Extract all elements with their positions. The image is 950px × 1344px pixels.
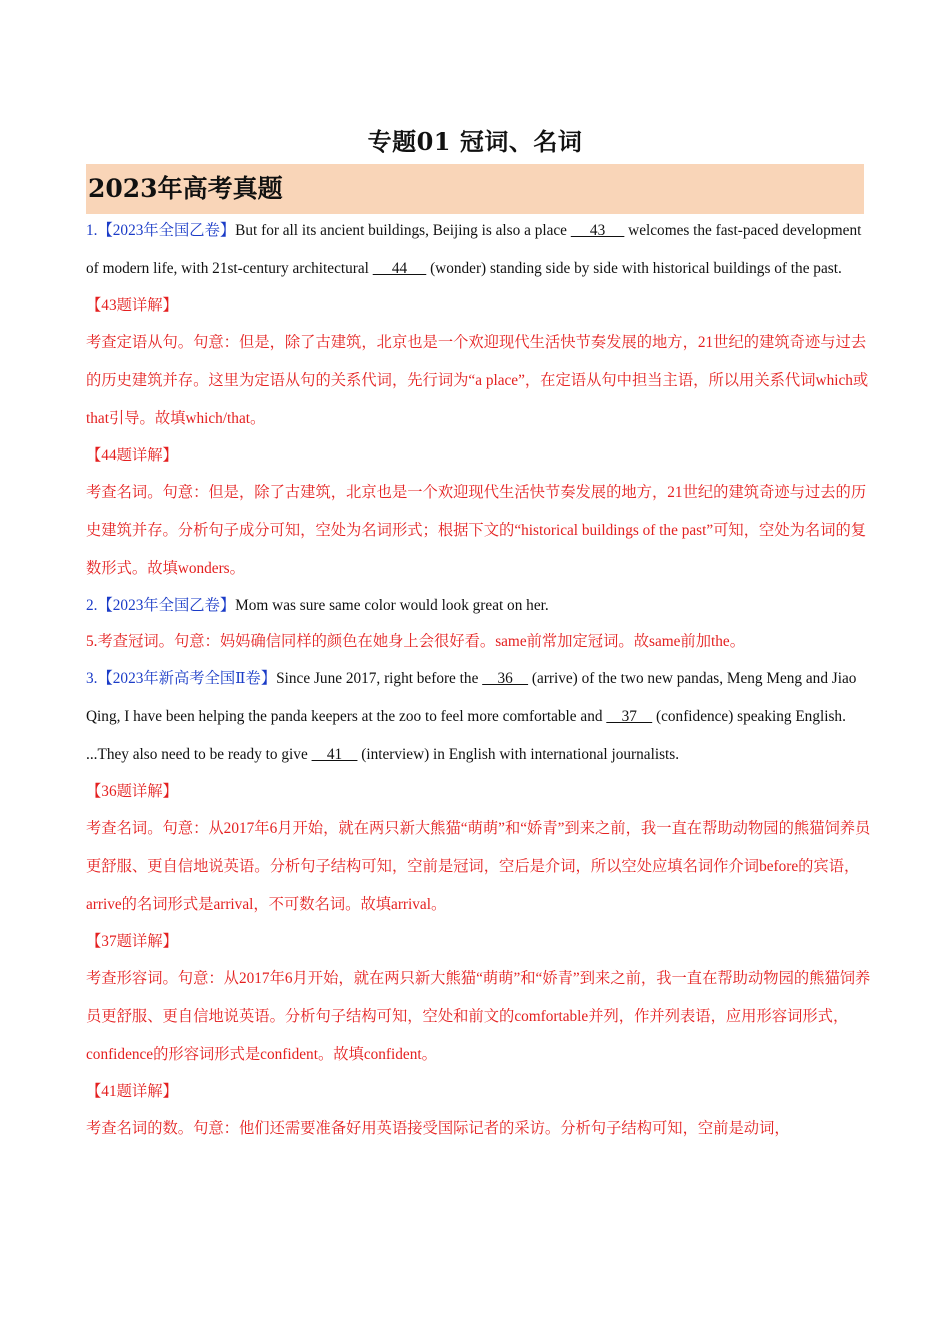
explanation-36: 考查名词。句意：从2017年6月开始，就在两只新大熊猫“萌萌”和“娇青”到来之前，我一直在帮助动物园的熊猫饲养员更舒服、更自信地说英语。分析句子结构可知，空前是冠词，空后是介词，所以空处应填名词作介词before的宾语，arrive的名词形式是arrival，不可数名词。故填arrival。 xyxy=(86,820,871,913)
blank-44: 44 xyxy=(372,260,427,277)
question-2 xyxy=(86,588,872,624)
question-text: Since June 2017, right before the xyxy=(276,670,483,687)
page-title: 专题01 冠词、名词 xyxy=(367,127,583,156)
blank-36: 36 xyxy=(482,670,529,687)
question-text: But for all its ancient buildings, Beijing is also a place xyxy=(235,222,571,239)
question-text: (wonder) standing side by side with historical buildings of the past. xyxy=(426,260,842,277)
question-source: 【2023年新高考全国Ⅱ卷】 xyxy=(97,670,277,687)
blank-37: 37 xyxy=(606,708,653,725)
explanation-43: 考查定语从句。句意：但是，除了古建筑，北京也是一个欢迎现代生活快节奏发展的地方，21世纪的建筑奇迹与过去的历史建筑并存。这里为定语从句的关系代词，先行词为“a place”，在定语从句中担当主语，所以用关系代词which或that引导。故填which/that。 xyxy=(86,334,869,427)
question-number: 1. xyxy=(86,222,98,239)
section-heading: 2023年高考真题 xyxy=(86,164,864,214)
blank-41: 41 xyxy=(311,746,358,763)
explanation-header-43: 【43题详解】 xyxy=(86,297,178,314)
explanation-header-37: 【37题详解】 xyxy=(86,933,178,950)
question-1 xyxy=(86,212,872,288)
content-body xyxy=(86,212,872,1148)
explanation-q2: 5.考查冠词。句意：妈妈确信同样的颜色在她身上会很好看。same前常加定冠词。故same前加the。 xyxy=(86,633,746,650)
question-source: 【2023年全国乙卷】 xyxy=(97,222,236,239)
explanation-44: 考查名词。句意：但是，除了古建筑，北京也是一个欢迎现代生活快节奏发展的地方，21世纪的建筑奇迹与过去的历史建筑并存。分析句子成分可知，空处为名词形式；根据下文的“historical buildings of the past”可知，空处为名词的复数形式。故填wonders。 xyxy=(86,484,867,577)
explanation-41: 考查名词的数。句意：他们还需要准备好用英语接受国际记者的采访。分析句子结构可知，空前是动词， xyxy=(86,1120,790,1137)
question-number: 3. xyxy=(86,670,98,687)
explanation-header-41: 【41题详解】 xyxy=(86,1083,178,1100)
blank-43: 43 xyxy=(570,222,625,239)
explanation-37: 考查形容词。句意：从2017年6月开始，就在两只新大熊猫“萌萌”和“娇青”到来之前，我一直在帮助动物园的熊猫饲养员更舒服、更自信地说英语。分析句子结构可知，空处和前文的comfortable并列，作并列表语，应用形容词形式，confidence的形容词形式是confident。故填confident。 xyxy=(86,970,871,1063)
explanation-header-36: 【36题详解】 xyxy=(86,783,178,800)
question-number: 2. xyxy=(86,597,98,614)
question-text: (interview) in English with international journalists. xyxy=(357,746,680,763)
question-text: Mom was sure same color would look great on her. xyxy=(235,597,549,614)
question-text: welcomes the fast-paced development of modern life, with 21st-century architectural xyxy=(86,222,862,277)
question-source: 【2023年全国乙卷】 xyxy=(97,597,236,614)
explanation-header-44: 【44题详解】 xyxy=(86,447,178,464)
question-3 xyxy=(86,660,872,774)
question-text: (arrive) of the two new pandas, Meng Meng and Jiao Qing, I have been helping the panda keepers at the zoo to feel more comfortable and xyxy=(86,670,857,725)
question-text: (confidence) speaking English. ...They also need to be ready to give xyxy=(86,708,846,763)
